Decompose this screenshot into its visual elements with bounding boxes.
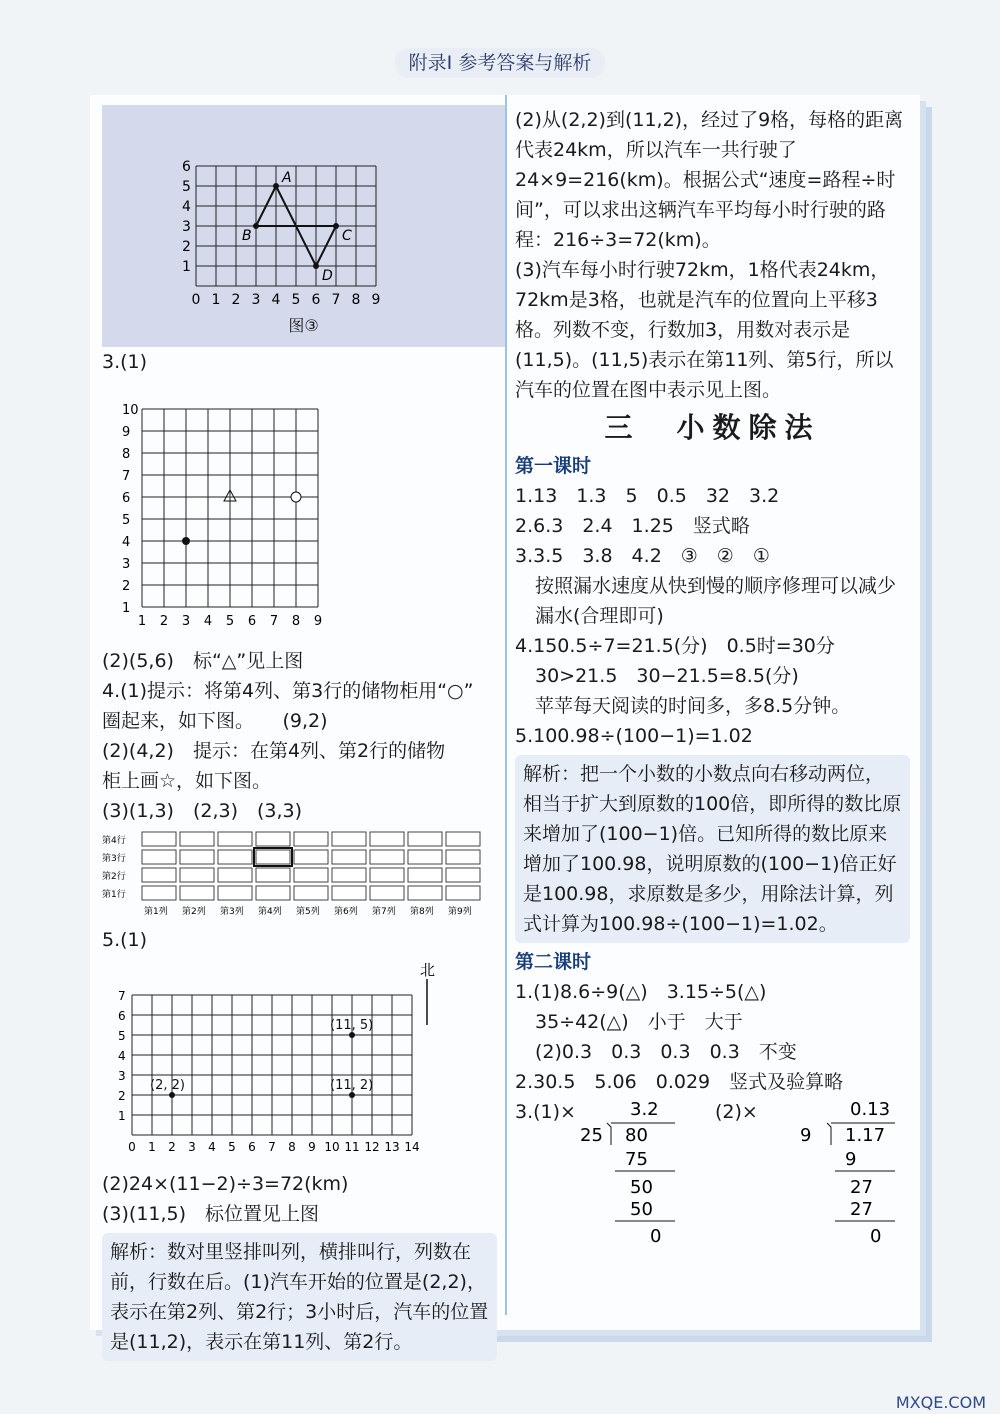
x-tick-label: 1 [211, 292, 221, 308]
a3b: 按照漏水速度从快到慢的顺序修理可以减少漏水(合理即可) [535, 575, 897, 627]
para-2: (2)从(2,2)到(11,2)，经过了9格，每格的距离代表24km，所以汽车一共行驶了24×9=216(km)。根据公式“速度=路程÷时间”，可以求出这辆汽车平均每小时行驶的路程：216÷3=72(km)。 [515, 109, 904, 251]
chessboard-figure [102, 377, 362, 637]
locker-cell [370, 832, 404, 846]
x-tick-label: 0 [191, 292, 201, 308]
x-tick-label: 7 [331, 292, 341, 308]
locker-cell [256, 850, 290, 864]
y-tick-label: 4 [122, 535, 131, 550]
locker-cell [142, 886, 176, 900]
x-tick-label: 6 [247, 614, 257, 629]
locker-cell [332, 886, 366, 900]
row-label: 第2行 [102, 872, 126, 882]
q5-2: (2)24×(11−2)÷3=72(km) [102, 1173, 349, 1195]
a4a: 4.150.5÷7=21.5(分) 0.5时=30分 [515, 635, 835, 657]
locker-cell [256, 886, 290, 900]
y-tick-label: 6 [182, 159, 191, 175]
col-label: 第3列 [220, 907, 244, 916]
y-tick-label: 7 [118, 989, 126, 1003]
lesson-1-heading: 第一课时 [515, 455, 592, 477]
vertex-dot [333, 223, 339, 229]
y-tick-label: 7 [122, 469, 131, 484]
q3-1: 3.(1) [102, 351, 148, 373]
x-tick-label: 5 [225, 614, 235, 629]
subtract-2: 50 [630, 1199, 653, 1220]
a3: 3.3.5 3.8 4.2 ③ ② ① [515, 545, 770, 567]
locker-cell [370, 868, 404, 882]
right-column [515, 105, 910, 1247]
x-tick-label: 11 [344, 1140, 360, 1154]
point-label: (11, 2) [330, 1078, 374, 1093]
x-tick-label: 4 [208, 1140, 216, 1154]
q4-2b: 柜上画☆，如下图。 [102, 770, 272, 792]
b3b: (2)× [715, 1101, 758, 1123]
vertex-label: A [282, 170, 292, 186]
locker-cell [180, 832, 214, 846]
y-tick-label: 3 [118, 1069, 126, 1083]
q5-1: 5.(1) [102, 929, 148, 951]
vertex-label: B [242, 228, 252, 244]
y-tick-label: 9 [122, 425, 131, 440]
a5: 5.100.98÷(100−1)=1.02 [515, 725, 753, 747]
locker-cell [142, 832, 176, 846]
locker-cell [294, 832, 328, 846]
vertex-dot [273, 183, 279, 189]
x-tick-label: 8 [288, 1140, 296, 1154]
x-tick-label: 3 [181, 614, 191, 629]
x-tick-label: 12 [364, 1140, 380, 1154]
coordinate-map [102, 955, 442, 1160]
locker-cell [370, 886, 404, 900]
row-label: 第4行 [102, 836, 126, 846]
remainder-1: 27 [850, 1177, 873, 1198]
locker-cell [180, 886, 214, 900]
final-remainder: 0 [870, 1226, 882, 1247]
vertex-label: C [342, 228, 352, 244]
col-label: 第9列 [448, 907, 472, 916]
dividend: 80 [625, 1125, 648, 1146]
a4c: 苹苹每天阅读的时间多，多8.5分钟。 [535, 695, 851, 717]
locker-cell [142, 868, 176, 882]
x-tick-label: 10 [324, 1140, 340, 1154]
locker-cell [142, 850, 176, 864]
locker-cell [446, 850, 480, 864]
b1c: (2)0.3 0.3 0.3 0.3 不变 [535, 1041, 797, 1063]
locker-cell [294, 886, 328, 900]
locker-cell [332, 868, 366, 882]
q3-2: (2)(5,6) 标“△”见上图 [102, 650, 304, 672]
x-tick-label: 0 [128, 1140, 136, 1154]
y-tick-label: 4 [118, 1049, 126, 1063]
q4-1a: 4.(1)提示：将第4列、第3行的储物柜用“○” [102, 680, 474, 702]
locker-cell [370, 850, 404, 864]
locker-cell [256, 832, 290, 846]
y-tick-label: 3 [182, 219, 191, 235]
row-label: 第3行 [102, 854, 126, 864]
dividend: 1.17 [845, 1125, 886, 1146]
figure-3 [102, 105, 505, 347]
point-label: (2, 2) [150, 1078, 185, 1093]
locker-cell [408, 850, 442, 864]
divisor: 25 [580, 1125, 603, 1146]
subtract-2: 27 [850, 1199, 873, 1220]
subtract-1: 75 [625, 1149, 648, 1170]
x-tick-label: 9 [371, 292, 381, 308]
left-column [102, 105, 497, 1361]
x-tick-label: 4 [203, 614, 213, 629]
locker-cell [218, 832, 252, 846]
q4-1b: 圈起来，如下图。 (9,2) [102, 710, 328, 732]
col-label: 第6列 [334, 907, 358, 916]
x-tick-label: 6 [248, 1140, 256, 1154]
y-tick-label: 5 [118, 1029, 126, 1043]
locker-cell [446, 832, 480, 846]
y-tick-label: 1 [118, 1109, 126, 1123]
header-title: 附录Ⅰ 参考答案与解析 [395, 48, 606, 78]
x-tick-label: 5 [228, 1140, 236, 1154]
y-tick-label: 1 [122, 601, 131, 616]
locker-cell [180, 868, 214, 882]
x-tick-label: 8 [291, 614, 301, 629]
row-label: 第1行 [102, 890, 126, 900]
locker-cell [218, 886, 252, 900]
subtract-1: 9 [845, 1149, 857, 1170]
y-tick-label: 4 [182, 199, 191, 215]
locker-cell [446, 868, 480, 882]
division-area [515, 1097, 910, 1247]
locker-cell [446, 886, 480, 900]
col-label: 第2列 [182, 907, 206, 916]
locker-cell [408, 868, 442, 882]
x-tick-label: 6 [311, 292, 321, 308]
x-tick-label: 7 [268, 1140, 276, 1154]
vertex-dot [313, 263, 319, 269]
y-tick-label: 5 [122, 513, 131, 528]
column-divider [505, 95, 507, 1315]
locker-cell [332, 832, 366, 846]
x-tick-label: 3 [188, 1140, 196, 1154]
locker-cell [408, 832, 442, 846]
long-division-2 [795, 1097, 905, 1247]
a1: 1.13 1.3 5 0.5 32 3.2 [515, 485, 780, 507]
y-tick-label: 3 [122, 557, 131, 572]
x-tick-label: 7 [269, 614, 279, 629]
b2: 2.30.5 5.06 0.029 竖式及验算略 [515, 1071, 844, 1093]
col-label: 第4列 [258, 907, 282, 916]
x-tick-label: 3 [251, 292, 261, 308]
x-tick-label: 1 [148, 1140, 156, 1154]
q4-2a: (2)(4,2) 提示：在第4列、第2行的储物 [102, 740, 446, 762]
page-header [0, 48, 1000, 75]
final-remainder: 0 [650, 1226, 662, 1247]
watermark-url: MXQE.COM [895, 1393, 986, 1412]
quotient: 3.2 [630, 1099, 659, 1120]
grid-figure-3 [106, 111, 406, 311]
long-division-1 [575, 1097, 685, 1247]
x-tick-label: 1 [137, 614, 147, 629]
b1a: 1.(1)8.6÷9(△) 3.15÷5(△) [515, 981, 767, 1003]
y-tick-label: 6 [122, 491, 131, 506]
y-tick-label: 5 [182, 179, 191, 195]
locker-cell [294, 868, 328, 882]
analysis-box: 解析：数对里竖排叫列，横排叫行，列数在前，行数在后。(1)汽车开始的位置是(2,2)，表示在第2列、第2行；3小时后，汽车的位置是(11,2)，表示在第11列、第2行。 [102, 1233, 497, 1361]
y-tick-label: 2 [122, 579, 131, 594]
b1b: 35÷42(△) 小于 大于 [535, 1011, 743, 1033]
q4-3: (3)(1,3) (2,3) (3,3) [102, 800, 303, 822]
locker-cell [256, 868, 290, 882]
y-tick-label: 6 [118, 1009, 126, 1023]
x-tick-label: 5 [291, 292, 301, 308]
y-tick-label: 8 [122, 447, 131, 462]
vertex-dot [253, 223, 259, 229]
x-tick-label: 2 [159, 614, 169, 629]
a2: 2.6.3 2.4 1.25 竖式略 [515, 515, 750, 537]
locker-cell [408, 886, 442, 900]
col-label: 第8列 [410, 907, 434, 916]
page-body [90, 95, 920, 1353]
b3a: 3.(1)× [515, 1101, 576, 1123]
divisor: 9 [800, 1125, 812, 1146]
x-tick-label: 13 [384, 1140, 400, 1154]
x-tick-label: 2 [168, 1140, 176, 1154]
q5-3: (3)(11,5) 标位置见上图 [102, 1203, 320, 1225]
y-tick-label: 2 [182, 239, 191, 255]
x-tick-label: 2 [231, 292, 241, 308]
y-tick-label: 2 [118, 1089, 126, 1103]
y-tick-label: 10 [122, 403, 139, 418]
north-label: 北 [420, 961, 436, 979]
a4b: 30>21.5 30−21.5=8.5(分) [535, 665, 799, 687]
locker-cell [332, 850, 366, 864]
figure-3-caption: 图③ [288, 316, 319, 335]
locker-figure [102, 826, 497, 916]
remainder-1: 50 [630, 1177, 653, 1198]
vertex-label: D [322, 268, 333, 284]
circle-marker [291, 492, 301, 502]
analysis-box-2: 解析：把一个小数的小数点向右移动两位，相当于扩大到原数的100倍，即所得的数比原来增加了(100−1)倍。已知所得的数比原来增加了100.98，说明原数的(100−1)倍正好是100.98，求原数是多少，用除法计算，列式计算为100.98÷(100−1)=1.02。 [515, 755, 910, 943]
col-label: 第1列 [144, 907, 168, 916]
x-tick-label: 8 [351, 292, 361, 308]
y-tick-label: 1 [182, 259, 191, 275]
col-label: 第5列 [296, 907, 320, 916]
unit-title: 三 小数除法 [604, 411, 821, 444]
locker-cell [218, 868, 252, 882]
locker-cell [218, 850, 252, 864]
x-tick-label: 14 [404, 1140, 420, 1154]
lesson-2-heading: 第二课时 [515, 951, 592, 973]
col-label: 第7列 [372, 907, 396, 916]
marker-dot [182, 537, 190, 545]
locker-cell [180, 850, 214, 864]
x-tick-label: 4 [271, 292, 281, 308]
para-3: (3)汽车每小时行驶72km，1格代表24km，72km是3格，也就是汽车的位置向上平移3格。列数不变，行数加3，用数对表示是(11,5)。(11,5)表示在第11列、第5行，所以汽车的位置在图中表示见上图。 [515, 259, 894, 401]
quotient: 0.13 [850, 1099, 891, 1120]
point-label: (11, 5) [330, 1018, 374, 1033]
x-tick-label: 9 [308, 1140, 316, 1154]
locker-cell [294, 850, 328, 864]
x-tick-label: 9 [313, 614, 323, 629]
